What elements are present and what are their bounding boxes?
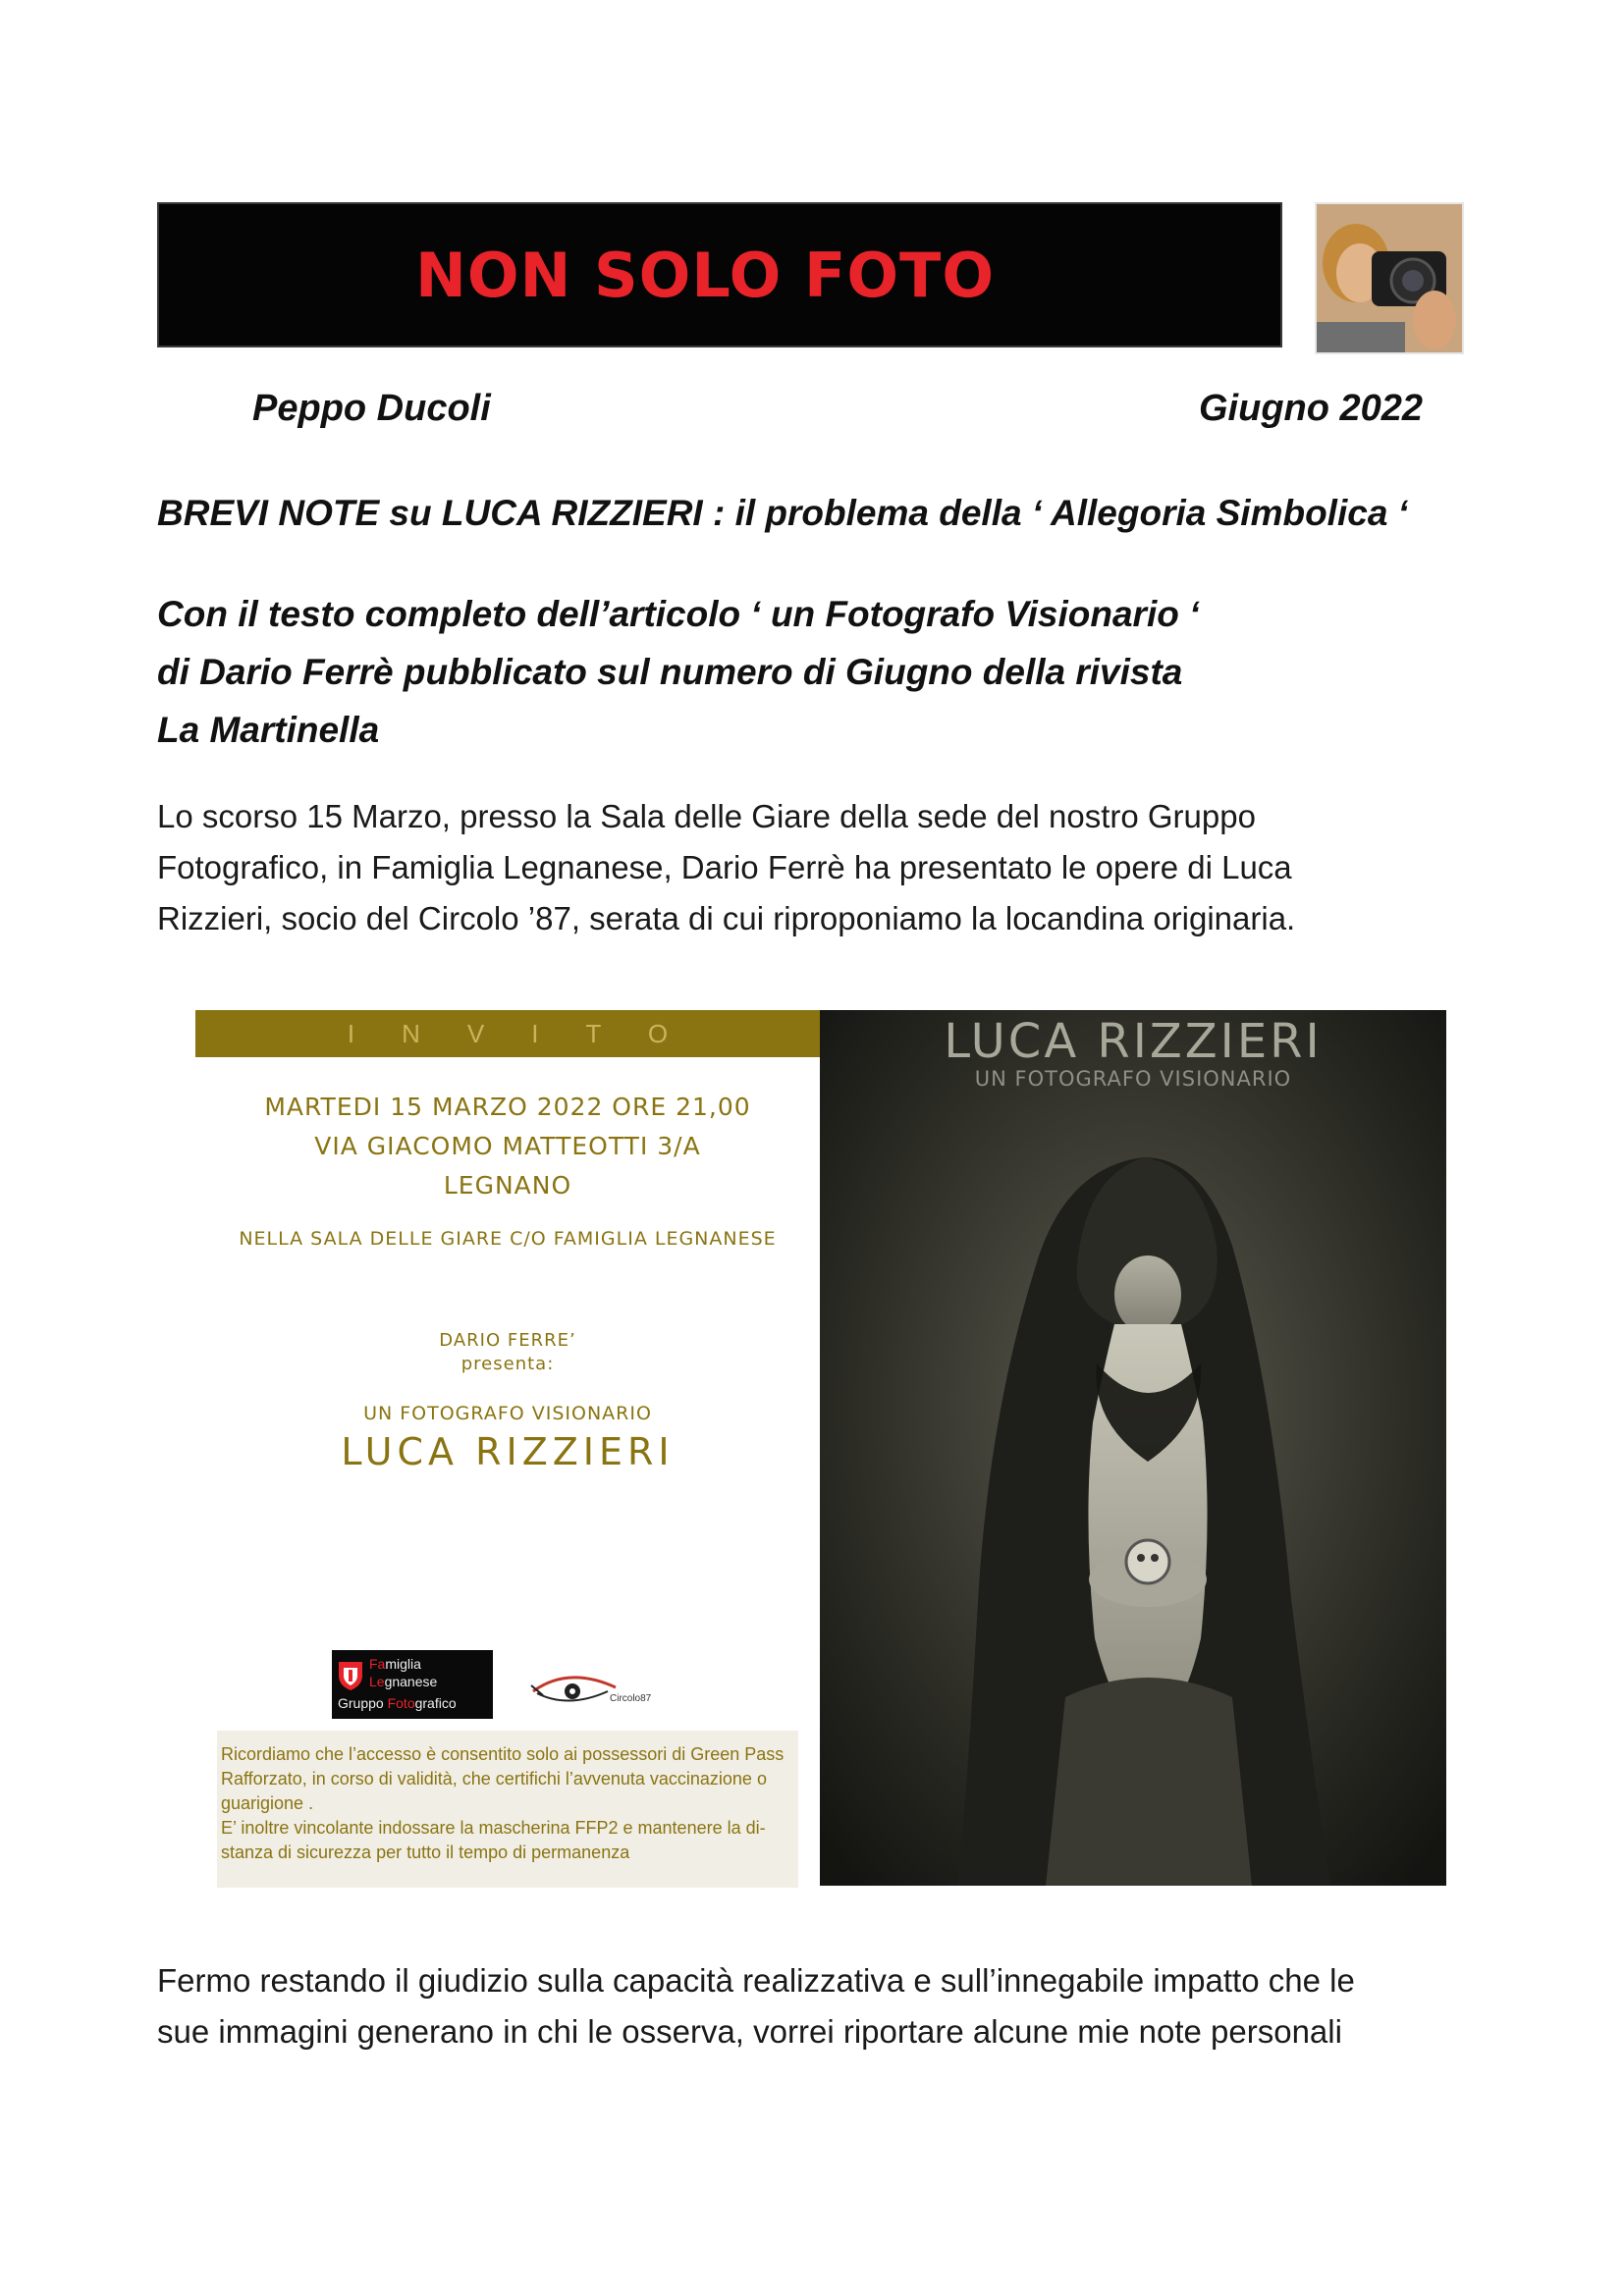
shield-icon [338, 1660, 363, 1691]
subtitle-line: di Dario Ferrè pubblicato sul numero di Giugno della rivista [157, 652, 1183, 692]
photo-subtitle: UN FOTOGRAFO VISIONARIO [974, 1067, 1292, 1091]
presenter-name: DARIO FERRE’ [439, 1330, 576, 1351]
poster-invitation-panel [195, 1010, 820, 1886]
circolo-label: Circolo87 [610, 1693, 652, 1704]
banner-title: NON SOLO FOTO [414, 239, 996, 311]
event-date: MARTEDI 15 MARZO 2022 ORE 21,00 [264, 1093, 751, 1121]
logo-line: Famiglia [369, 1656, 421, 1672]
event-poster [195, 1010, 1446, 1886]
poster-photo-panel [820, 1010, 1446, 1886]
body-paragraph [157, 1955, 1473, 2057]
photographer-portrait-icon [1315, 202, 1464, 354]
notice-line: guarigione . [221, 1793, 314, 1813]
paragraph-line: Lo scorso 15 Marzo, presso la Sala delle Giare della sede del nostro Gruppo [157, 798, 1256, 834]
notice-line: E’ inoltre vincolante indossare la mascherina FFP2 e mantenere la di- [221, 1818, 766, 1838]
famiglia-legnanese-logo [332, 1650, 493, 1719]
paragraph-line: sue immagini generano in chi le osserva, vorrei riportare alcune mie note personali [157, 2013, 1342, 2050]
article-subtitle [157, 585, 1434, 759]
subtitle-line: La Martinella [157, 710, 380, 750]
article-date: Giugno 2022 [1199, 388, 1424, 429]
logo-line: Gruppo Fotografico [338, 1695, 457, 1711]
header-banner [157, 202, 1282, 347]
paragraph-line: Fermo restando il giudizio sulla capacità realizzativa e sull’innegabile impatto che le [157, 1962, 1355, 1999]
event-address: VIA GIACOMO MATTEOTTI 3/A [314, 1132, 701, 1160]
notice-line: Ricordiamo che l’accesso è consentito solo ai possessori di Green Pass [221, 1744, 785, 1764]
paragraph-line: Rizzieri, socio del Circolo ’87, serata di cui riproponiamo la locandina originaria. [157, 900, 1296, 936]
intro-paragraph [157, 791, 1473, 944]
invito-label: INVITO [347, 1018, 716, 1048]
subtitle-line: Con il testo completo dell’articolo ‘ un Fotografo Visionario ‘ [157, 594, 1200, 634]
paragraph-line: Fotografico, in Famiglia Legnanese, Dario Ferrè ha presentato le opere di Luca [157, 849, 1292, 885]
photo-title: LUCA RIZZIERI [944, 1014, 1323, 1069]
presenta-label: presenta: [460, 1354, 555, 1374]
notice-line: Rafforzato, in corso di validità, che certifichi l’avvenuta vaccinazione o [221, 1769, 767, 1789]
green-pass-notice [217, 1731, 798, 1888]
poster-artist-name: LUCA RIZZIERI [341, 1430, 675, 1473]
logo-line: Legnanese [369, 1674, 438, 1689]
poster-subtitle: UN FOTOGRAFO VISIONARIO [363, 1403, 652, 1424]
article-title: BREVI NOTE su LUCA RIZZIERI : il problema della ‘ Allegoria Simbolica ‘ [157, 493, 1408, 533]
author-name: Peppo Ducoli [252, 388, 491, 429]
notice-line: stanza di sicurezza per tutto il tempo di permanenza [221, 1842, 630, 1862]
event-venue: NELLA SALA DELLE GIARE C/O FAMIGLIA LEGNANESE [239, 1228, 777, 1250]
portrait-image [1317, 204, 1462, 352]
veiled-woman-photograph-icon [820, 1010, 1446, 1886]
invito-bar [195, 1010, 820, 1057]
event-city: LEGNANO [443, 1171, 572, 1200]
